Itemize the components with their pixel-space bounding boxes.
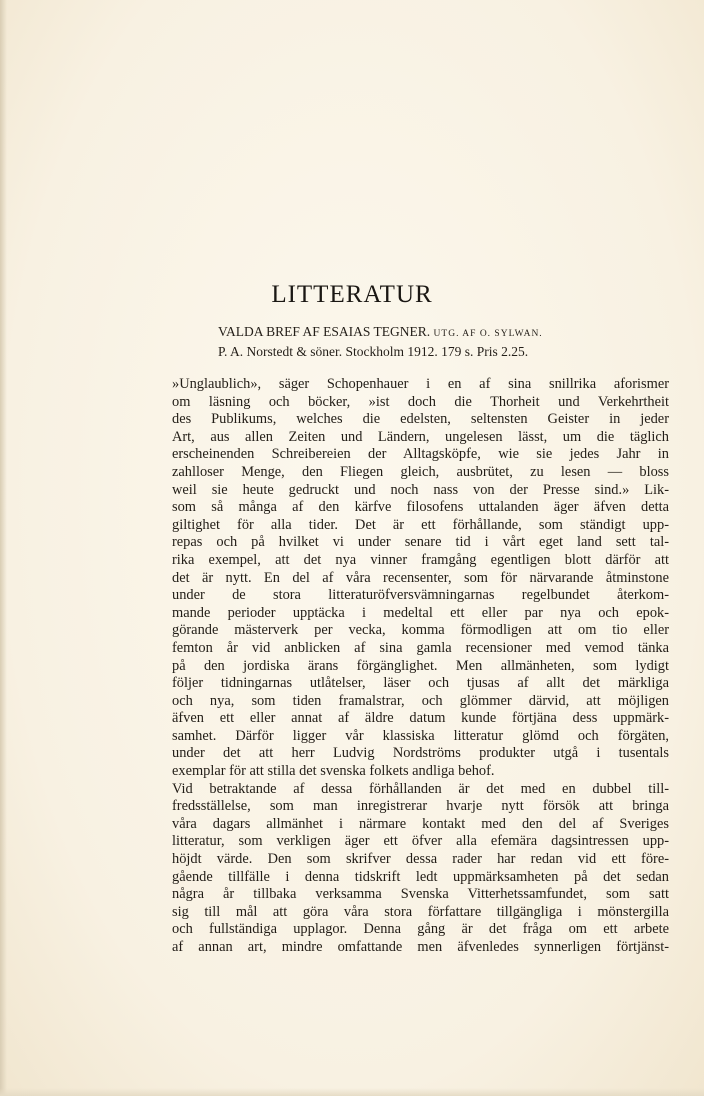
text-line: rika exempel, att det nya vinner framgång egentligen blott därför att	[172, 551, 669, 568]
text-line: Vid betraktande af dessa förhållanden är det med en dubbel till-	[172, 780, 669, 797]
text-line: våra dagars allmänhet i närmare kontakt med den del af Sveriges	[172, 815, 669, 832]
text-line: som så många af den kärfve filosofens uttalanden äger äfven detta	[172, 499, 669, 516]
text-line: sig till mål att göra våra stora författare tillgängliga i mönstergilla	[172, 903, 669, 920]
text-line: litteratur, som verkligen äger ett öfver alla efemära dagsintressen upp-	[172, 833, 669, 850]
text-line: under det att herr Ludvig Nordströms produkter utgå i tusentals	[172, 745, 669, 762]
text-line: repas och på hvilket vi under senare tid i vårt eget land sett tal-	[172, 534, 669, 551]
text-line: mande perioder upptäcka i medeltal ett eller par nya och epok-	[172, 604, 669, 621]
text-line: det är nytt. En del af våra recensenter, som för närvarande åtminstone	[172, 569, 669, 586]
text-line: under de stora litteraturöfversvämningarnas regelbundet återkom-	[172, 587, 669, 604]
article-body	[172, 376, 669, 957]
text-line: femton år vid anblicken af sina gamla recensioner med vemod tänka	[172, 639, 669, 656]
text-line: erscheinenden Schreibereien der Alltagsköpfe, wie sie jedes Jahr in	[172, 446, 669, 463]
text-line: och nya, som tiden framalstrar, och glömmer därvid, att möjligen	[172, 692, 669, 709]
text-line: des Publikums, welches die edelsten, seltensten Geister in jeder	[172, 411, 669, 428]
text-line: »Unglaublich», säger Schopenhauer i en af sina snillrika aforismer	[172, 376, 669, 392]
text-line: höjdt värde. Den som skrifver dessa rader har redan vid ett före-	[172, 851, 669, 868]
page-title: LITTERATUR	[271, 281, 433, 308]
text-line: zahlloser Menge, den Fliegen gleich, ausbrütet, zu lesen — bloss	[172, 463, 669, 480]
text-line: några år tillbaka verksamma Svenska Vitterhetssamfundet, som satt	[172, 886, 669, 903]
text-line: giltighet för alla tider. Det är ett förhållande, som ständigt upp-	[172, 516, 669, 533]
text-line: fredsställelse, som man inregistrerar hvarje nytt försök att bringa	[172, 798, 669, 815]
bibliography-line-1	[218, 324, 618, 340]
bibliography-line-2: P. A. Norstedt & söner. Stockholm 1912. 179 s. Pris 2.25.	[218, 344, 529, 359]
text-line: på den jordiska ärans förgänglighet. Men allmänheten, som lydigt	[172, 657, 669, 674]
text-line: samhet. Därför ligger vår klassiska litteratur glömd och förgäten,	[172, 727, 669, 744]
text-line: äfven ett eller annat af äldre datum kunde förtjäna dess uppmärk-	[172, 710, 669, 727]
text-line: följer tidningarnas utlåtelser, läser och tjusas af allt det märkliga	[172, 675, 669, 692]
text-line-paragraph-end: exemplar för att stilla det svenska folkets andliga behof.	[172, 763, 495, 780]
book-editor: UTG. AF O. SYLWAN.	[433, 329, 543, 339]
page-edge-shadow	[0, 0, 7, 1096]
page-bottom-shadow	[0, 1088, 704, 1096]
text-line: weil sie heute gedruckt und noch nass von der Presse sind.» Lik-	[172, 481, 669, 498]
text-line: och fullständiga upplagor. Denna gång är det fråga om ett arbete	[172, 921, 669, 938]
text-line: gående tillfälle i denna tidskrift ledt uppmärksamheten på det sedan	[172, 868, 669, 885]
book-title: VALDA BREF AF ESAIAS TEGNER.	[218, 324, 431, 339]
text-line: Art, aus allen Zeiten und Ländern, ungelesen lässt, um die täglich	[172, 428, 669, 445]
text-line: af annan art, mindre omfattande men äfvenledes synnerligen förtjänst-	[172, 939, 669, 955]
text-line: görande mästerverk per vecka, komma förmodligen att om tio eller	[172, 622, 669, 639]
text-line: om läsning och böcker, »ist doch die Thorheit und Verkehrtheit	[172, 393, 669, 410]
